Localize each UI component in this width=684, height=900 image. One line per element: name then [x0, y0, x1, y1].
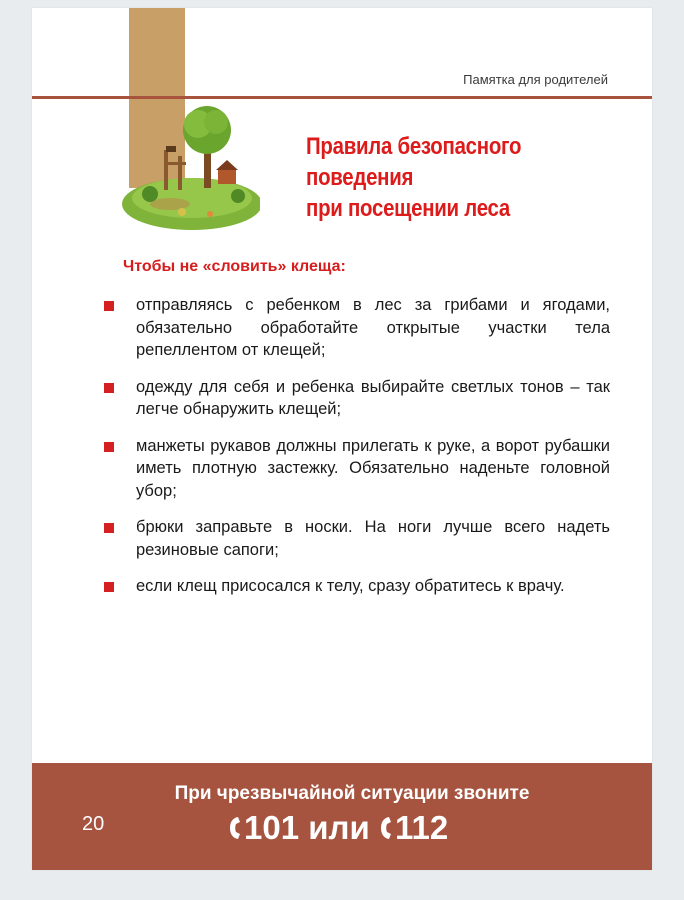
separator-text: или: [299, 809, 379, 846]
section-subtitle: Чтобы не «словить» клеща:: [123, 258, 346, 275]
bullet-square-icon: [104, 442, 114, 452]
header-caption: Памятка для родителей: [463, 72, 608, 87]
list-item: [102, 376, 610, 421]
list-item: [102, 575, 610, 598]
bullet-square-icon: [104, 383, 114, 393]
emergency-numbers: [228, 809, 448, 847]
list-item-text: одежду для себя и ребенка выбирайте светлых тонов – так легче обнаружить клещей;: [136, 377, 610, 418]
emergency-number-2: 112: [394, 809, 449, 846]
emergency-number-1: 101: [244, 809, 300, 846]
list-item-text: манжеты рукавов должны прилегать к руке, а ворот рубашки иметь плотную застежку. Обязательно наденьте головной убор;: [136, 436, 610, 500]
bullet-square-icon: [104, 582, 114, 592]
footer-caption: При чрезвычайной ситуации звоните: [174, 783, 530, 804]
bullet-square-icon: [104, 301, 114, 311]
list-item: [102, 294, 610, 362]
phone-icon: [228, 815, 242, 841]
phone-icon: [379, 815, 393, 841]
title-line: Правила безопасного: [306, 133, 522, 160]
title-line: поведения: [306, 164, 414, 191]
list-item-text: если клещ присосался к телу, сразу обратитесь к врачу.: [136, 577, 565, 595]
bullet-square-icon: [104, 523, 114, 533]
list-item-text: брюки заправьте в носки. На ноги лучше всего надеть резиновые сапоги;: [136, 518, 610, 559]
title-line: при посещении леса: [306, 195, 510, 222]
list-item: [102, 516, 610, 561]
rules-list: [102, 294, 610, 612]
page-number: 20: [82, 813, 105, 835]
forest-illustration: [110, 94, 260, 234]
page-title: [306, 131, 578, 224]
list-item-text: отправляясь с ребенком в лес за грибами и ягодами, обязательно обработайте открытые участки тела репеллентом от клещей;: [136, 296, 610, 359]
list-item: [102, 435, 610, 503]
emergency-footer: [32, 763, 652, 870]
document-page: [32, 8, 652, 870]
